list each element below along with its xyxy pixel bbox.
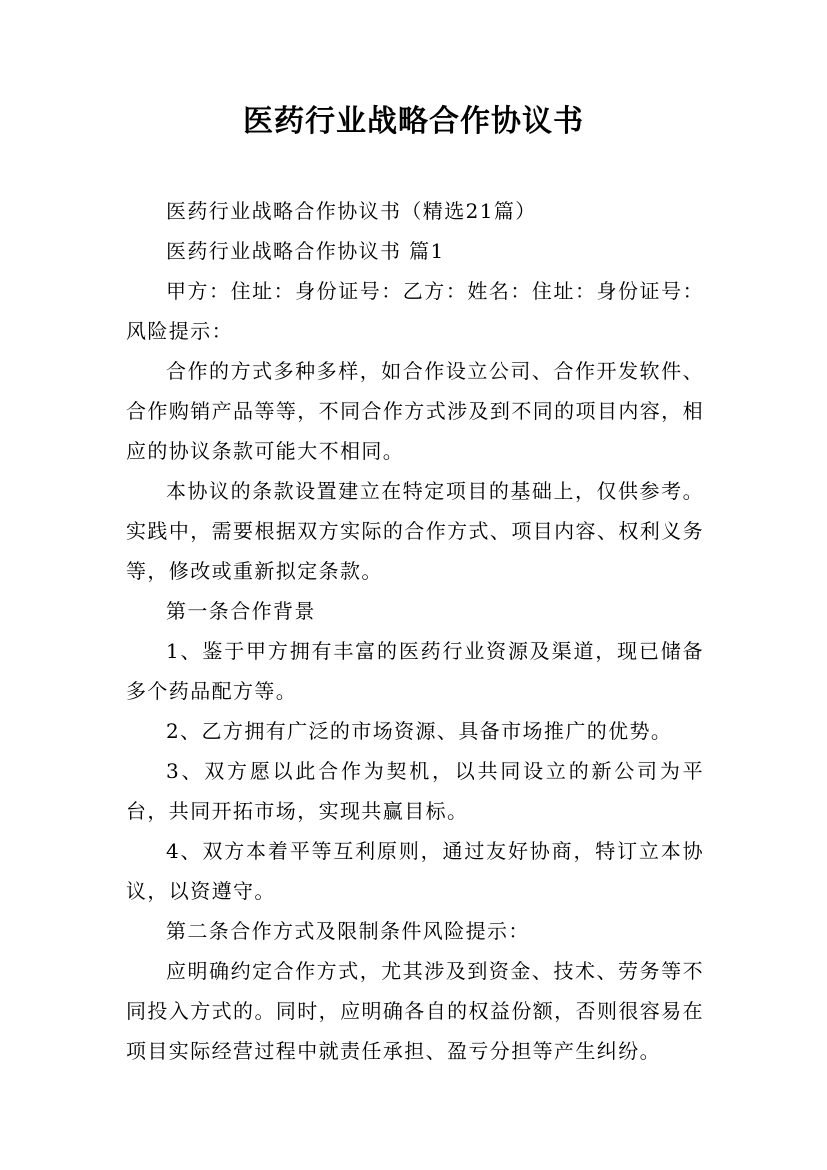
- document-title: 医药行业战略合作协议书: [243, 104, 584, 139]
- paragraph-clause-3: 3、双方愿以此合作为契机，以共同设立的新公司为平台，共同开拓市场，实现共赢目标。: [126, 759, 704, 823]
- document-body: [126, 191, 704, 1071]
- paragraph-risk-note-2: 本协议的条款设置建立在特定项目的基础上，仅供参考。实践中，需要根据双方实际的合作方式、项目内容、权利义务等，修改或重新拟定条款。: [126, 479, 704, 583]
- paragraph-article-2-note: 应明确约定合作方式，尤其涉及到资金、技术、劳务等不同投入方式的。同时，应明确各自的权益份额，否则很容易在项目实际经营过程中就责任承担、盈亏分担等产生纠纷。: [126, 959, 704, 1063]
- paragraph-section-heading: 医药行业战略合作协议书 篇1: [166, 239, 445, 263]
- paragraph-subtitle: 医药行业战略合作协议书（精选21篇）: [166, 199, 537, 223]
- paragraph-article-1-heading: 第一条合作背景: [166, 599, 316, 623]
- paragraph-clause-4: 4、双方本着平等互利原则，通过友好协商，特订立本协议，以资遵守。: [126, 839, 704, 903]
- paragraph-clause-2: 2、乙方拥有广泛的市场资源、具备市场推广的优势。: [166, 719, 673, 743]
- paragraph-article-2-heading: 第二条合作方式及限制条件风险提示：: [166, 919, 530, 943]
- paragraph-parties: 甲方：住址：身份证号：乙方：姓名：住址：身份证号：风险提示：: [126, 279, 704, 343]
- paragraph-risk-note-1: 合作的方式多种多样，如合作设立公司、合作开发软件、合作购销产品等等，不同合作方式涉及到不同的项目内容，相应的协议条款可能大不相同。: [126, 359, 704, 463]
- paragraph-clause-1: 1、鉴于甲方拥有丰富的医药行业资源及渠道，现已储备多个药品配方等。: [126, 639, 704, 703]
